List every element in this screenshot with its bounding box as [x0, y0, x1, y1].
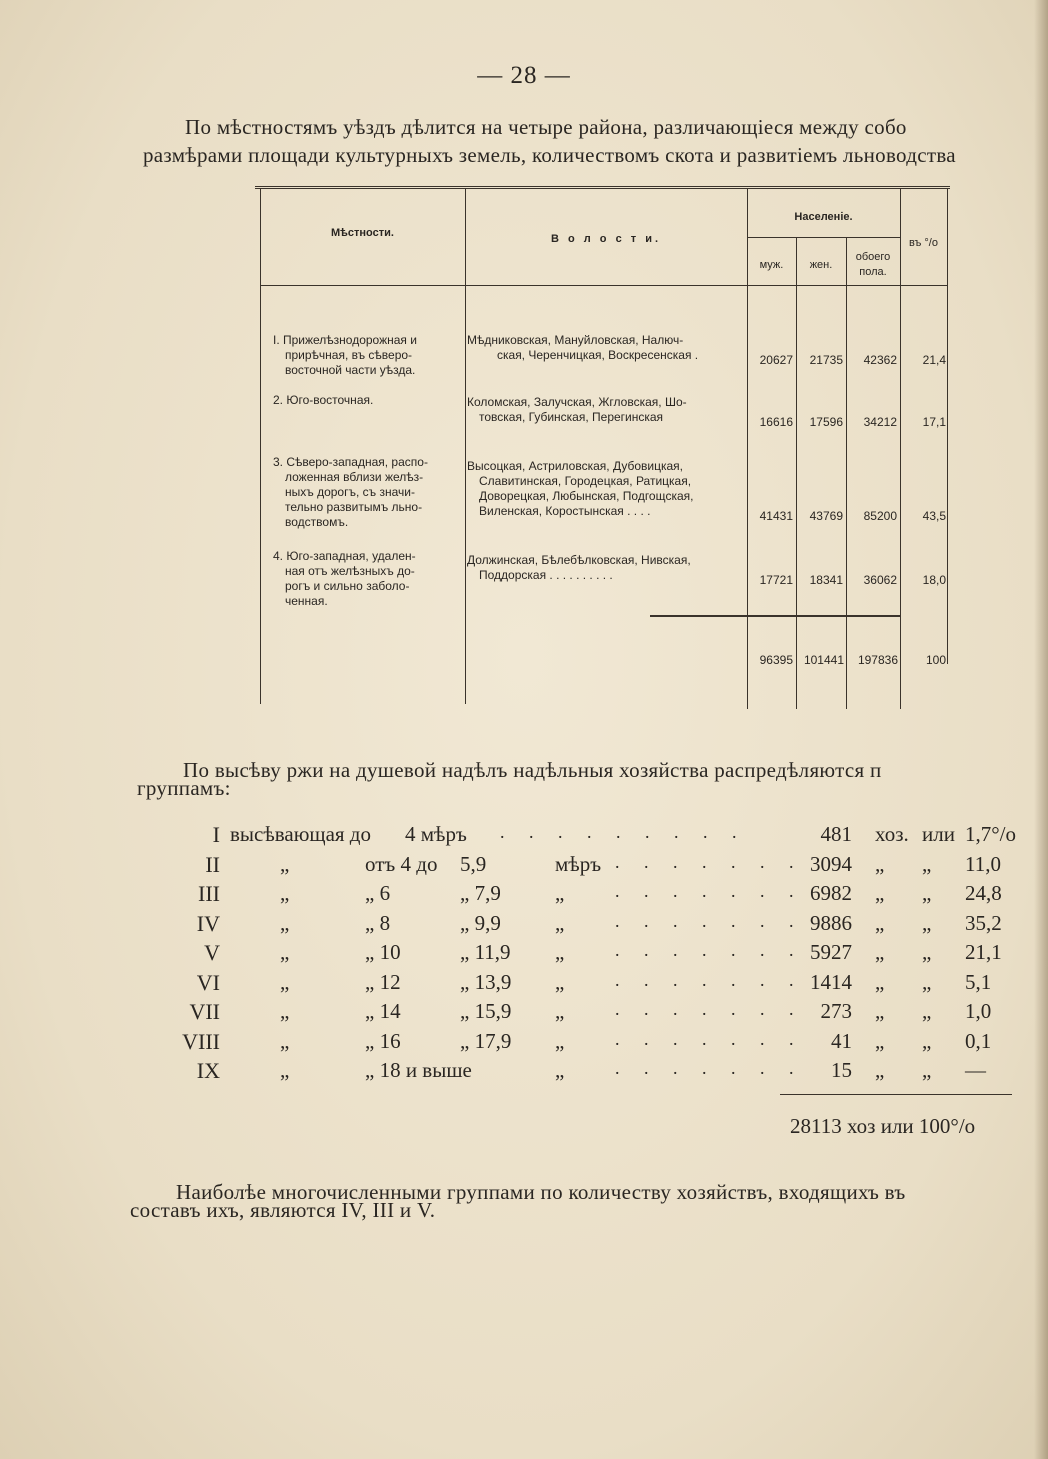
group-leader-dots: . . . . . . . — [615, 970, 804, 990]
row2-volosts-line: товская, Губинская, Перегинская — [479, 410, 664, 424]
row2-male: 16616 — [759, 415, 793, 429]
rye-intro-line-2: группамъ: — [137, 776, 231, 800]
group-percent: 0,1 — [965, 1029, 992, 1053]
row4-female: 18341 — [809, 573, 843, 587]
row1-volosts-line: ская, Черенчицкая, Воскресенская . — [497, 348, 699, 362]
group-roman: VIII — [182, 1029, 220, 1054]
group-range-from: 4 мѣръ — [405, 822, 467, 846]
group-or: „ — [922, 1029, 932, 1053]
total-percent: 100 — [925, 653, 946, 667]
header-locality: Мѣстности. — [331, 227, 394, 239]
row2-percent: 17,1 — [922, 415, 946, 429]
group-percent: 35,2 — [965, 911, 1002, 935]
group-count: 1414 — [810, 970, 852, 994]
row1-percent: 21,4 — [922, 353, 946, 367]
group-range-from: „ 10 — [365, 940, 401, 964]
group-roman: I — [212, 822, 220, 847]
total-male: 96395 — [759, 653, 793, 667]
group-leader-dots: . . . . . . . — [615, 999, 804, 1019]
group-percent: 24,8 — [965, 881, 1002, 905]
row3-locality-line: 3. Сѣверо-западная, распо- — [273, 455, 428, 469]
group-count: 41 — [831, 1029, 852, 1053]
row3-volosts-line: Высоцкая, Астриловская, Дубовицкая, — [467, 459, 683, 473]
table-rule — [747, 237, 900, 238]
group-unit: „ — [555, 1058, 565, 1082]
row3-volosts — [467, 459, 745, 519]
row3-locality-line: ныхъ дорогъ, съ значи- — [285, 485, 415, 499]
group-leader-dots: . . . . . . . — [615, 1058, 804, 1078]
row4-both: 36062 — [863, 573, 897, 587]
row1-locality — [273, 333, 465, 378]
group-percent: 5,1 — [965, 970, 992, 994]
row2-both: 34212 — [863, 415, 897, 429]
group-unit: „ — [555, 1029, 565, 1053]
group-count: 15 — [831, 1058, 852, 1082]
group-or: „ — [922, 1058, 932, 1082]
row1-male: 20627 — [759, 353, 793, 367]
group-roman: II — [205, 852, 220, 877]
group-hh: „ — [875, 1029, 885, 1053]
row4-locality-line: ная отъ желѣзныхъ до- — [285, 564, 415, 578]
row3-locality — [273, 455, 465, 530]
group-hh: „ — [875, 970, 885, 994]
row4-locality-line: ченная. — [285, 594, 328, 608]
group-ditto: „ — [280, 970, 290, 994]
group-range-from: „ 16 — [365, 1029, 401, 1053]
row2-volosts — [467, 395, 745, 425]
group-leader-dots: . . . . . . . — [615, 881, 804, 901]
group-range-from: „ 18 и выше — [365, 1058, 472, 1082]
row4-locality — [273, 549, 465, 609]
group-or: „ — [922, 999, 932, 1023]
group-unit: „ — [555, 970, 565, 994]
group-range-to: „ 9,9 — [460, 911, 501, 935]
group-percent: — — [965, 1058, 986, 1082]
group-range-to: „ 13,9 — [460, 970, 512, 994]
row3-locality-line: тельно развитымъ льно- — [285, 500, 423, 514]
group-range-to: „ 17,9 — [460, 1029, 512, 1053]
group-leader-dots: . . . . . . . . . — [500, 822, 747, 842]
row1-locality-line: прирѣчная, въ сѣверо- — [285, 348, 413, 362]
group-count: 9886 — [810, 911, 852, 935]
sum-rule — [780, 1094, 1012, 1095]
group-roman: VII — [189, 999, 220, 1024]
group-ditto: „ — [280, 911, 290, 935]
group-desc: высѣвающая до — [230, 822, 371, 846]
total-female: 101441 — [803, 653, 844, 667]
row2-female: 17596 — [809, 415, 843, 429]
group-hh: „ — [875, 881, 885, 905]
header-male: муж. — [759, 259, 784, 271]
group-unit: „ — [555, 999, 565, 1023]
header-population: Населеніе. — [794, 211, 853, 223]
group-percent: 11,0 — [965, 852, 1001, 876]
group-range-from: „ 8 — [365, 911, 391, 935]
groups-total: 28113 хоз или 100°/о — [790, 1114, 976, 1138]
group-range-to: 5,9 — [460, 852, 487, 876]
group-ditto: „ — [280, 940, 290, 964]
row3-volosts-line: Доворецкая, Любынская, Подгощская, — [479, 489, 694, 503]
row3-female: 43769 — [809, 509, 843, 523]
page-number: — 28 — — [477, 62, 571, 89]
group-roman: IX — [196, 1058, 220, 1083]
table-rule — [260, 189, 261, 704]
intro-line-1: По мѣстностямъ уѣздъ дѣлится на четыре района, различающіеся между собо — [185, 115, 907, 139]
group-range-from: „ 12 — [365, 970, 401, 994]
group-range-to: „ 7,9 — [460, 881, 501, 905]
group-hh: „ — [875, 1058, 885, 1082]
conclusion-line-1: Наиболѣе многочисленными группами по количеству хозяйствъ, входящихъ въ — [176, 1180, 906, 1204]
group-count: 3094 — [810, 852, 852, 876]
row3-locality-line: водствомъ. — [285, 515, 349, 529]
header-both-2: пола. — [859, 266, 887, 278]
group-unit: „ — [555, 940, 565, 964]
group-roman: IV — [196, 911, 220, 936]
group-count: 6982 — [810, 881, 852, 905]
row2-locality-line: 2. Юго-восточная. — [273, 393, 374, 407]
row3-percent: 43,5 — [922, 509, 946, 523]
row1-both: 42362 — [863, 353, 897, 367]
group-ditto: „ — [280, 852, 290, 876]
row4-volosts — [467, 553, 745, 583]
total-both: 197836 — [857, 653, 898, 667]
group-roman: V — [204, 940, 220, 965]
row4-locality-line: рогъ и сильно заболо- — [285, 579, 410, 593]
row3-both: 85200 — [863, 509, 897, 523]
row1-locality-line: восточной части уѣзда. — [285, 363, 416, 377]
group-range-from: отъ 4 до — [365, 852, 438, 876]
population-table — [255, 186, 950, 709]
group-percent: 21,1 — [965, 940, 1002, 964]
row4-volosts-line: Должинская, Бѣлебѣлковская, Нивская, — [467, 553, 691, 567]
row1-female: 21735 — [809, 353, 843, 367]
group-roman: VI — [196, 970, 220, 995]
group-count: 273 — [820, 999, 852, 1023]
table-rule — [465, 189, 466, 704]
header-volosts: В о л о с т и. — [550, 233, 662, 245]
group-ditto: „ — [280, 999, 290, 1023]
group-ditto: „ — [280, 1058, 290, 1082]
row1-volosts — [467, 333, 745, 363]
row1-volosts-line: Мѣдниковская, Мануйловская, Налюч- — [467, 333, 684, 347]
table-rule — [947, 189, 948, 664]
row4-male: 17721 — [759, 573, 793, 587]
conclusion-line-2: составъ ихъ, являются IV, III и V. — [130, 1198, 436, 1222]
group-ditto: „ — [280, 1029, 290, 1053]
page-edge-shadow — [1034, 0, 1048, 1459]
row4-percent: 18,0 — [922, 573, 946, 587]
group-leader-dots: . . . . . . . — [615, 911, 804, 931]
row3-volosts-line: Славитинская, Городецкая, Ратицкая, — [479, 474, 692, 488]
group-percent: 1,7°/о — [965, 822, 1016, 846]
group-unit: „ — [555, 881, 565, 905]
group-range-from: „ 14 — [365, 999, 401, 1023]
row4-locality-line: 4. Юго-западная, удален- — [273, 549, 416, 563]
group-or: „ — [922, 881, 932, 905]
group-roman: III — [198, 881, 220, 906]
group-range-to: „ 11,9 — [460, 940, 511, 964]
intro-line-2: размѣрами площади культурныхъ земель, количествомъ скота и развитіемъ льноводства — [143, 143, 956, 167]
header-female: жен. — [809, 259, 833, 271]
row3-volosts-line: Виленская, Коростынская . . . . — [479, 504, 651, 518]
rye-intro-line-1: По высѣву ржи на душевой надѣлъ надѣльныя хозяйства распредѣляются п — [183, 758, 882, 782]
group-or: „ — [922, 911, 932, 935]
group-or: или — [922, 822, 955, 846]
group-hh: хоз. — [875, 822, 909, 846]
row2-locality — [273, 393, 465, 408]
group-hh: „ — [875, 852, 885, 876]
group-count: 481 — [820, 822, 852, 846]
group-leader-dots: . . . . . . . — [615, 940, 804, 960]
header-both-1: обоего — [855, 251, 891, 263]
total-rule — [650, 615, 900, 617]
group-hh: „ — [875, 911, 885, 935]
header-percent: въ °/о — [909, 237, 938, 249]
row1-locality-line: I. Прижелѣзнодорожная и — [273, 333, 417, 347]
group-leader-dots: . . . . . . . — [615, 852, 804, 872]
table-rule — [260, 285, 948, 286]
group-unit: „ — [555, 911, 565, 935]
row3-locality-line: ложенная вблизи желѣз- — [285, 470, 424, 484]
table-rule — [900, 189, 901, 709]
table-rule — [796, 237, 797, 709]
group-hh: „ — [875, 940, 885, 964]
row4-volosts-line: Поддорская . . . . . . . . . . — [479, 568, 613, 582]
row3-male: 41431 — [759, 509, 793, 523]
group-ditto: „ — [280, 881, 290, 905]
group-percent: 1,0 — [965, 999, 992, 1023]
group-or: „ — [922, 852, 932, 876]
group-or: „ — [922, 970, 932, 994]
table-rule — [846, 237, 847, 709]
group-count: 5927 — [810, 940, 852, 964]
group-hh: „ — [875, 999, 885, 1023]
group-or: „ — [922, 940, 932, 964]
group-leader-dots: . . . . . . . — [615, 1029, 804, 1049]
group-range-from: „ 6 — [365, 881, 391, 905]
group-unit: мѣръ — [555, 852, 602, 876]
row2-volosts-line: Коломская, Залучская, Жгловская, Шо- — [467, 395, 687, 409]
group-range-to: „ 15,9 — [460, 999, 512, 1023]
